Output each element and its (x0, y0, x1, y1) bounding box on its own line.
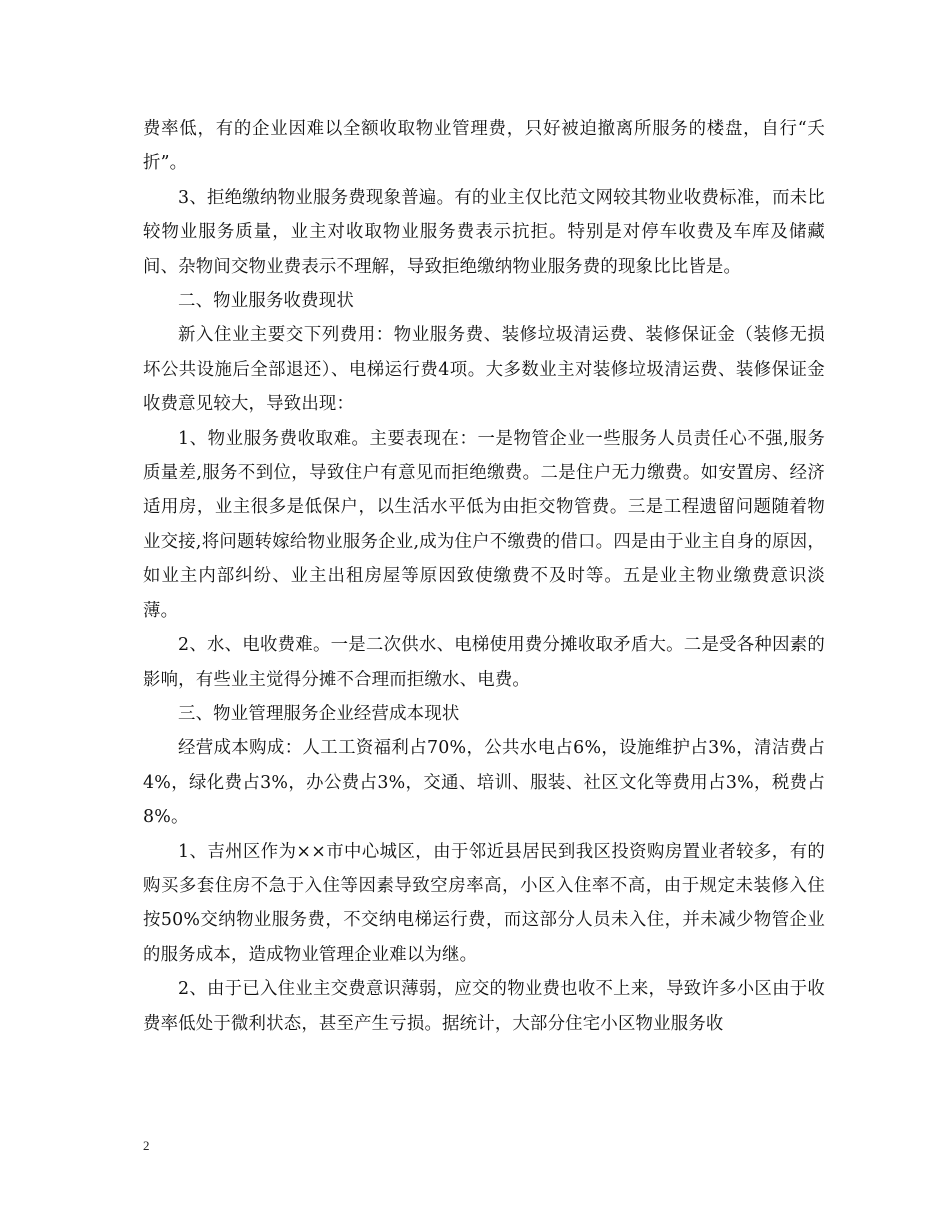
paragraph-low-collection-rate: 2、由于已入住业主交费意识薄弱，应交的物业费也收不上来，导致许多小区由于收费率低处于微利状态，甚至产生亏损。据统计，大部分住宅小区物业服务收 (143, 979, 825, 1034)
section-heading-operating-cost: 三、物业管理服务企业经营成本现状 (178, 703, 460, 724)
paragraph-cost-composition: 经营成本购成：人工工资福利占70%，公共水电占6%，设施维护占3%，清洁费占4%，绿化费占3%，办公费占3%，交通、培训、服装、社区文化等费用占3%，税费占8%。 (143, 738, 825, 828)
document-body (143, 112, 825, 1041)
page-number: 2 (143, 1138, 150, 1153)
paragraph-utility-fee-difficulty: 2、水、电收费难。一是二次供水、电梯使用费分摊收取矛盾大。二是受各种因素的影响，有些业主觉得分摊不合理而拒缴水、电费。 (143, 635, 825, 690)
section-heading-fee-status: 二、物业服务收费现状 (178, 291, 354, 312)
paragraph-continuation: 费率低，有的企业因难以全额收取物业管理费，只好被迫撤离所服务的楼盘，自行“夭折”。 (143, 119, 825, 174)
paragraph-vacancy-rate: 1、吉州区作为××市中心城区，由于邻近县居民到我区投资购房置业者较多，有的购买多套住房不急于入住等因素导致空房率高，小区入住率不高，由于规定未装修入住按50%交纳物业服务费，不交纳电梯运行费，而这部分人员未入住，并未减少物管企业的服务成本，造成物业管理企业难以为继。 (143, 841, 825, 965)
paragraph-new-owner-fees: 新入住业主要交下列费用：物业服务费、装修垃圾清运费、装修保证金（装修无损坏公共设施后全部退还）、电梯运行费4项。大多数业主对装修垃圾清运费、装修保证金收费意见较大，导致出现： (143, 325, 825, 415)
paragraph-refusal-to-pay: 3、拒绝缴纳物业服务费现象普遍。有的业主仅比范文网较其物业收费标准，而未比较物业服务质量，业主对收取物业服务费表示抗拒。特别是对停车收费及车库及储藏间、杂物间交物业费表示不理解，导致拒绝缴纳物业服务费的现象比比皆是。 (143, 187, 825, 277)
paragraph-service-fee-difficulty: 1、物业服务费收取难。主要表现在：一是物管企业一些服务人员责任心不强,服务质量差,服务不到位，导致住户有意见而拒绝缴费。二是住户无力缴费。如安置房、经济适用房，业主很多是低保户，以生活水平低为由拒交物管费。三是工程遗留问题随着物业交接,将问题转嫁给物业服务企业,成为住户不缴费的借口。四是由于业主自身的原因，如业主内部纠纷、业主出租房屋等原因致使缴费不及时等。五是业主物业缴费意识淡薄。 (143, 428, 825, 621)
